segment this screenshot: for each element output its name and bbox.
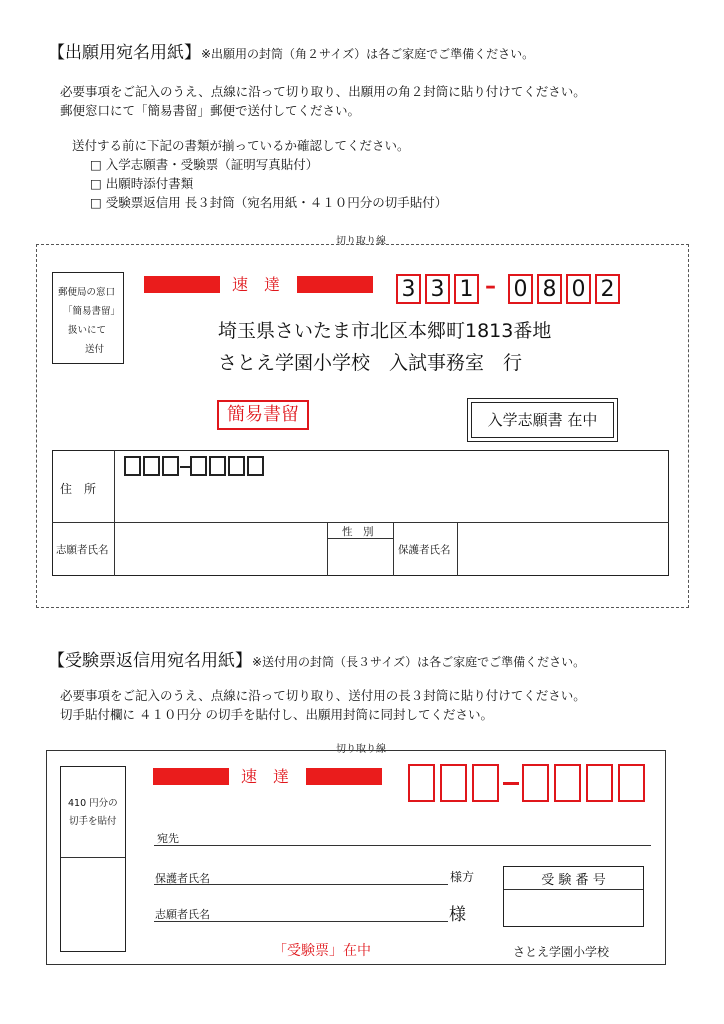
exam-number-divider bbox=[504, 889, 643, 890]
zip-digit-4: 0 bbox=[508, 274, 533, 304]
gender-label: 性 別 bbox=[342, 526, 374, 538]
express-bar-left-2 bbox=[153, 768, 229, 785]
form-col-divider-2 bbox=[327, 522, 328, 576]
recipient-name: さとえ学園小学校 入試事務室 行 bbox=[218, 352, 523, 374]
section2-instruction-2: 切手貼付欄に ４１０円分 の切手を貼付し、出願用封筒に同封してください。 bbox=[60, 707, 493, 722]
checklist-item-1: □ 入学志願書・受験票（証明写真貼付） bbox=[90, 157, 319, 172]
return-applicant-label: 志願者氏名 bbox=[155, 908, 210, 921]
express-bar-right-1 bbox=[297, 276, 373, 293]
destination-line[interactable] bbox=[154, 845, 651, 846]
checklist-item-2: □ 出願時添付書類 bbox=[90, 176, 194, 191]
express-label-1: 速 達 bbox=[232, 275, 281, 294]
address-label: 住 所 bbox=[60, 482, 97, 496]
po-line-3: 扱いにて bbox=[68, 325, 107, 336]
address-zip-box-2[interactable] bbox=[143, 456, 160, 476]
recipient-address: 埼玉県さいたま市北区本郷町1813番地 bbox=[218, 320, 552, 342]
return-zip-box-1[interactable] bbox=[408, 764, 435, 802]
applicant-name-label: 志願者氏名 bbox=[56, 544, 109, 556]
return-guardian-line[interactable] bbox=[154, 884, 448, 885]
address-zip-box-5[interactable] bbox=[209, 456, 226, 476]
cut-line-label-2: 切り取り線 bbox=[336, 744, 386, 755]
stamp-box-line-2: 切手を貼付 bbox=[69, 816, 117, 827]
section1-title bbox=[48, 38, 534, 63]
zip-digit-3: 1 bbox=[454, 274, 479, 304]
section1-instruction-1: 必要事項をご記入のうえ、点線に沿って切り取り、出願用の角２封筒に貼り付けてください。 bbox=[60, 84, 586, 99]
section2-title-text: 【受験票返信用宛名用紙】 bbox=[48, 651, 252, 671]
return-zip-box-2[interactable] bbox=[440, 764, 467, 802]
address-zip-dash bbox=[180, 466, 190, 468]
form-col-divider-1 bbox=[114, 450, 115, 576]
checklist-intro: 送付する前に下記の書類が揃っているか確認してください。 bbox=[72, 138, 410, 153]
zip-digit-1: 3 bbox=[396, 274, 421, 304]
express-bar-right-2 bbox=[306, 768, 382, 785]
section2-instruction-1: 必要事項をご記入のうえ、点線に沿って切り取り、送付用の長３封筒に貼り付けてください。 bbox=[60, 688, 586, 703]
zip-digit-2: 3 bbox=[425, 274, 450, 304]
exam-number-box[interactable] bbox=[503, 866, 644, 927]
return-enclosure-label: 「受験票」在中 bbox=[273, 943, 371, 959]
checklist-item-3: □ 受験票返信用 長３封筒（宛名用紙・４１０円分の切手貼付） bbox=[90, 195, 448, 210]
return-zip-box-6[interactable] bbox=[586, 764, 613, 802]
po-line-1: 郵便局の窓口 bbox=[58, 287, 116, 298]
post-office-instruction-box bbox=[52, 272, 124, 364]
school-name: さとえ学園小学校 bbox=[513, 945, 610, 959]
express-bar-left-1 bbox=[144, 276, 220, 293]
return-zip-box-7[interactable] bbox=[618, 764, 645, 802]
return-guardian-label: 保護者氏名 bbox=[155, 872, 210, 885]
section1-title-note: ※出願用の封筒（角２サイズ）は各ご家庭でご準備ください。 bbox=[201, 47, 535, 61]
registered-mail-stamp: 簡易書留 bbox=[217, 400, 309, 430]
express-label-2: 速 達 bbox=[241, 767, 290, 786]
stamp-box-divider bbox=[61, 857, 125, 858]
address-zip-box-6[interactable] bbox=[228, 456, 245, 476]
zip-digit-7: 2 bbox=[595, 274, 620, 304]
return-applicant-line[interactable] bbox=[154, 921, 448, 922]
enclosure-label: 入学志願書 在中 bbox=[471, 402, 614, 438]
stamp-box[interactable] bbox=[60, 766, 126, 952]
section1-instruction-2: 郵便窓口にて「簡易書留」郵便で送付してください。 bbox=[60, 103, 361, 118]
destination-label: 宛先 bbox=[157, 832, 179, 845]
zip-digit-6: 0 bbox=[566, 274, 591, 304]
return-zip-box-5[interactable] bbox=[554, 764, 581, 802]
cut-line-label-1: 切り取り線 bbox=[336, 236, 386, 247]
po-line-2: 「簡易書留」 bbox=[63, 306, 121, 317]
address-zip-box-1[interactable] bbox=[124, 456, 141, 476]
guardian-name-label: 保護者氏名 bbox=[398, 544, 451, 556]
return-zip-box-3[interactable] bbox=[472, 764, 499, 802]
return-zip-dash bbox=[503, 782, 519, 785]
return-zip-box-4[interactable] bbox=[522, 764, 549, 802]
address-zip-box-3[interactable] bbox=[162, 456, 179, 476]
zip-dash: – bbox=[485, 274, 496, 299]
section2-title bbox=[48, 646, 585, 671]
po-line-4: 送付 bbox=[85, 344, 105, 355]
zip-digit-5: 8 bbox=[537, 274, 562, 304]
form-col-divider-4 bbox=[457, 522, 458, 576]
stamp-box-line-1: 410 円分の bbox=[68, 798, 118, 809]
form-row-divider bbox=[52, 522, 669, 523]
return-guardian-suffix: 様方 bbox=[450, 870, 475, 884]
address-zip-box-7[interactable] bbox=[247, 456, 264, 476]
address-zip-box-4[interactable] bbox=[190, 456, 207, 476]
section1-title-text: 【出願用宛名用紙】 bbox=[48, 43, 201, 63]
section2-title-note: ※送付用の封筒（長３サイズ）は各ご家庭でご準備ください。 bbox=[252, 655, 586, 669]
form-col-divider-3 bbox=[393, 522, 394, 576]
exam-number-label: 受 験 番 号 bbox=[541, 873, 606, 888]
return-applicant-suffix: 様 bbox=[449, 905, 466, 925]
